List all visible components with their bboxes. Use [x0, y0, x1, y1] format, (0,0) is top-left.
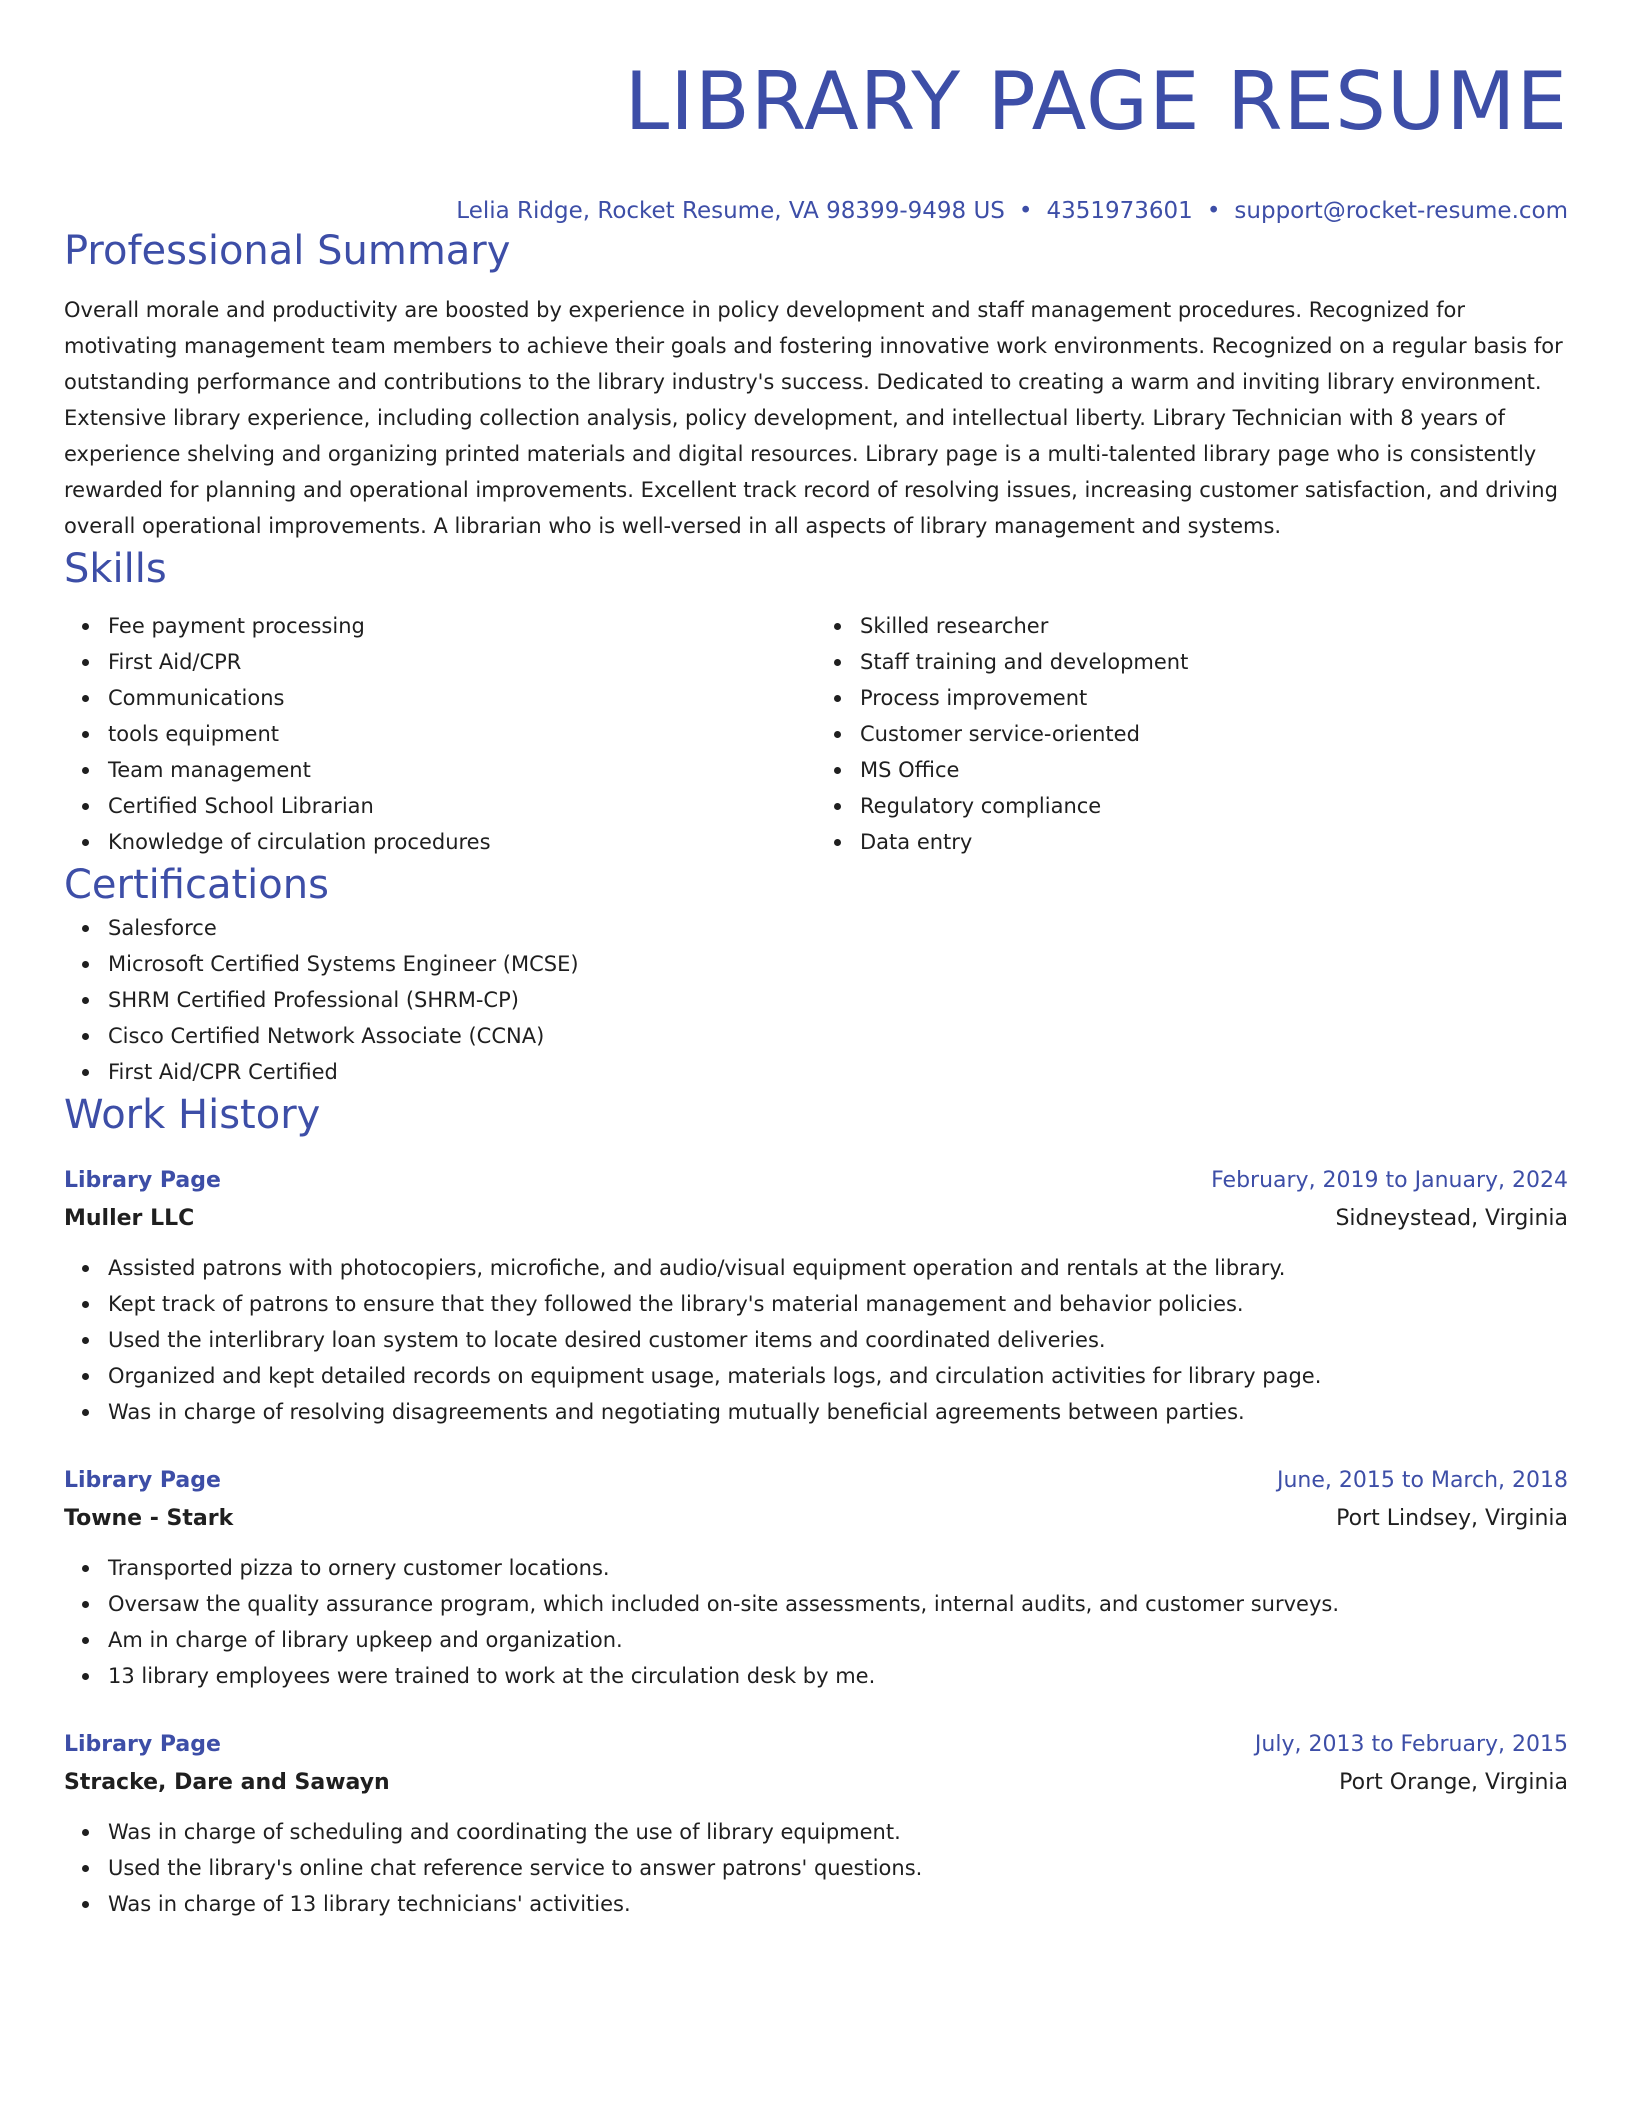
skills-list-right	[816, 608, 1568, 860]
skill-item: Process improvement	[860, 680, 1568, 716]
certification-item: SHRM Certified Professional (SHRM-CP)	[108, 982, 1568, 1018]
skill-item: Regulatory compliance	[860, 788, 1568, 824]
skill-item: Fee payment processing	[108, 608, 816, 644]
job-entry	[64, 1466, 1568, 1694]
job-bullet: Organized and kept detailed records on equipment usage, materials logs, and circulation activities for library page.	[108, 1358, 1568, 1394]
skills-list-left	[64, 608, 816, 860]
skill-item: Knowledge of circulation procedures	[108, 824, 816, 860]
job-dates: February, 2019 to January, 2024	[1211, 1168, 1568, 1193]
contact-separator: •	[1206, 198, 1221, 224]
skills-heading: Skills	[64, 546, 167, 592]
contact-line	[64, 196, 1568, 226]
certifications-list	[64, 910, 1568, 1090]
summary-text: Overall morale and productivity are boosted by experience in policy development and staff management procedures. Recognized for motivating management team members to achieve their goals and fostering innovative work environments. Recognized on a regular basis for outstanding performance and contributions to the library industry's success. Dedicated to creating a warm and inviting library environment. Extensive library experience, including collection analysis, policy development, and intellectual liberty. Library Technician with 8 years of experience shelving and organizing printed materials and digital resources. Library page is a multi-talented library page who is consistently rewarded for planning and operational improvements. Excellent track record of resolving issues, increasing customer satisfaction, and driving overall operational improvements. A librarian who is well-versed in all aspects of library management and systems.	[64, 298, 1563, 538]
job-title: Library Page	[64, 1468, 221, 1493]
certification-item: First Aid/CPR Certified	[108, 1054, 1568, 1090]
job-location: Port Orange, Virginia	[1339, 1770, 1568, 1795]
certification-item: Cisco Certified Network Associate (CCNA)	[108, 1018, 1568, 1054]
contact-separator: •	[1018, 198, 1033, 224]
job-title: Library Page	[64, 1732, 221, 1757]
skill-item: Customer service-oriented	[860, 716, 1568, 752]
contact-address: Lelia Ridge, Rocket Resume, VA 98399-9498 US	[456, 198, 1005, 224]
job-bullet: Oversaw the quality assurance program, which included on-site assessments, internal audits, and customer surveys.	[108, 1586, 1568, 1622]
job-bullets	[64, 1814, 1568, 1922]
job-bullets	[64, 1250, 1568, 1430]
skill-item: Communications	[108, 680, 816, 716]
skill-item: First Aid/CPR	[108, 644, 816, 680]
resume-page	[64, 0, 1568, 1922]
job-bullet: Kept track of patrons to ensure that they followed the library's material management and behavior policies.	[108, 1286, 1568, 1322]
job-location: Port Lindsey, Virginia	[1336, 1506, 1568, 1531]
job-bullet: 13 library employees were trained to work at the circulation desk by me.	[108, 1658, 1568, 1694]
job-title: Library Page	[64, 1168, 221, 1193]
job-bullet: Used the library's online chat reference service to answer patrons' questions.	[108, 1850, 1568, 1886]
contact-phone: 4351973601	[1046, 198, 1193, 224]
job-entry	[64, 1730, 1568, 1922]
job-dates: June, 2015 to March, 2018	[1277, 1468, 1568, 1493]
job-bullet: Was in charge of scheduling and coordinating the use of library equipment.	[108, 1814, 1568, 1850]
job-bullet: Used the interlibrary loan system to locate desired customer items and coordinated deliveries.	[108, 1322, 1568, 1358]
certification-item: Salesforce	[108, 910, 1568, 946]
skill-item: MS Office	[860, 752, 1568, 788]
contact-email[interactable]: support@rocket-resume.com	[1234, 198, 1568, 224]
certifications-heading: Certifications	[64, 862, 329, 908]
skill-item: Staff training and development	[860, 644, 1568, 680]
summary-heading: Professional Summary	[64, 228, 511, 274]
skills-columns	[64, 608, 1568, 860]
work-history-heading: Work History	[64, 1092, 321, 1138]
job-bullets	[64, 1550, 1568, 1694]
job-bullet: Am in charge of library upkeep and organization.	[108, 1622, 1568, 1658]
job-bullet: Transported pizza to ornery customer locations.	[108, 1550, 1568, 1586]
skill-item: Team management	[108, 752, 816, 788]
job-company: Stracke, Dare and Sawayn	[64, 1770, 390, 1795]
skill-item: Skilled researcher	[860, 608, 1568, 644]
job-dates: July, 2013 to February, 2015	[1254, 1732, 1568, 1757]
job-bullet: Was in charge of 13 library technicians' activities.	[108, 1886, 1568, 1922]
skill-item: Data entry	[860, 824, 1568, 860]
job-company: Muller LLC	[64, 1206, 195, 1231]
certification-item: Microsoft Certified Systems Engineer (MCSE)	[108, 946, 1568, 982]
job-entry	[64, 1166, 1568, 1430]
job-location: Sidneystead, Virginia	[1335, 1206, 1568, 1231]
job-company: Towne - Stark	[64, 1506, 234, 1531]
job-bullet: Assisted patrons with photocopiers, microfiche, and audio/visual equipment operation and rentals at the library.	[108, 1250, 1568, 1286]
skill-item: Certified School Librarian	[108, 788, 816, 824]
resume-title: LIBRARY PAGE RESUME	[624, 55, 1568, 148]
job-bullet: Was in charge of resolving disagreements and negotiating mutually beneficial agreements between parties.	[108, 1394, 1568, 1430]
skill-item: tools equipment	[108, 716, 816, 752]
